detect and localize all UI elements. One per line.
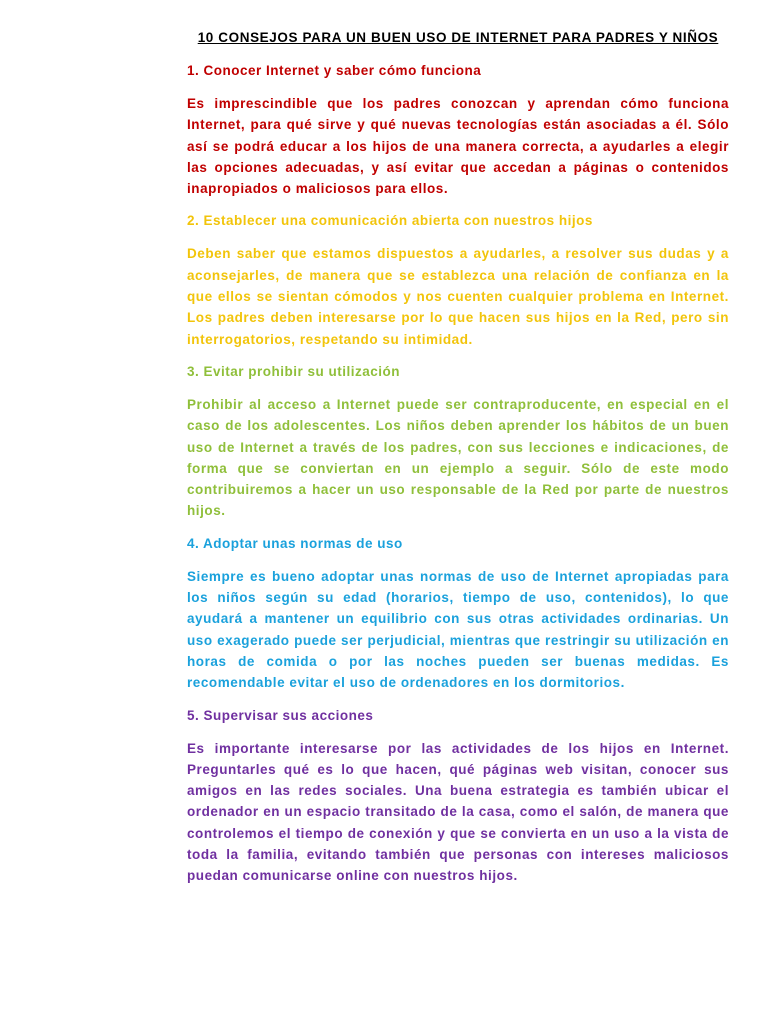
section-3 [187,363,729,522]
section-5-body: Es importante interesarse por las actividades de los hijos en Internet. Preguntarles qué es lo que hacen, qué páginas web visitan, conocer sus amigos en las redes sociales. Una buena estrategia es también ubicar el ordenador en un espacio transitado de la casa, como el salón, de manera que controlemos el tiempo de conexión y que se convierta en un uso a la vista de toda la familia, evitando también que personas con intereses maliciosos puedan comunicarse online con nuestros hijos. [187,740,729,884]
document-page [187,26,729,887]
document-title: 10 CONSEJOS PARA UN BUEN USO DE INTERNET PARA PADRES Y NIÑOS [197,30,719,45]
section-4-body: Siempre es bueno adoptar unas normas de uso de Internet apropiadas para los niños según su edad (horarios, tiempo de uso, contenidos), lo que ayudará a mantener un equilibrio con sus otras actividades ordinarias. Un uso exagerado puede ser perjudicial, mientras que restringir su utilización en horas de comida o por las noches pueden ser buenas medidas. Es recomendable evitar el uso de ordenadores en los dormitorios. [187,568,729,691]
section-2 [187,212,729,349]
section-2-heading: 2. Establecer una comunicación abierta con nuestros hijos [187,213,593,229]
section-2-body: Deben saber que estamos dispuestos a ayudarles, a resolver sus dudas y a aconsejarles, de manera que se establezca una relación de confianza en la que ellos se sientan cómodos y nos cuenten cualquier problema en Internet. Los padres deben interesarse por lo que hacen sus hijos en la Red, pero sin interrogatorios, respetando su intimidad. [187,246,729,347]
section-5-heading: 5. Supervisar sus acciones [187,707,374,723]
section-1 [187,62,729,199]
section-4-heading: 4. Adoptar unas normas de uso [187,535,403,551]
section-3-heading: 3. Evitar prohibir su utilización [187,363,401,379]
section-1-body: Es imprescindible que los padres conozcan y aprendan cómo funciona Internet, para qué sirve y qué nuevas tecnologías están asociadas a él. Sólo así se podrá educar a los hijos de una manera correcta, a ayudarles a elegir las opciones adecuadas, y así evitar que accedan a páginas o contenidos inapropiados o maliciosos para ellos. [187,96,729,197]
section-5 [187,707,729,887]
section-4 [187,535,729,694]
section-1-heading: 1. Conocer Internet y saber cómo funciona [187,63,482,78]
section-3-body: Prohibir al acceso a Internet puede ser contraproducente, en especial en el caso de los adolescentes. Los niños deben aprender los hábitos de un buen uso de Internet a través de los padres, con sus lecciones e indicaciones, de forma que se conviertan en un ejemplo a seguir. Sólo de este modo contribuiremos a hacer un uso responsable de la Red por parte de nuestros hijos. [187,396,729,519]
